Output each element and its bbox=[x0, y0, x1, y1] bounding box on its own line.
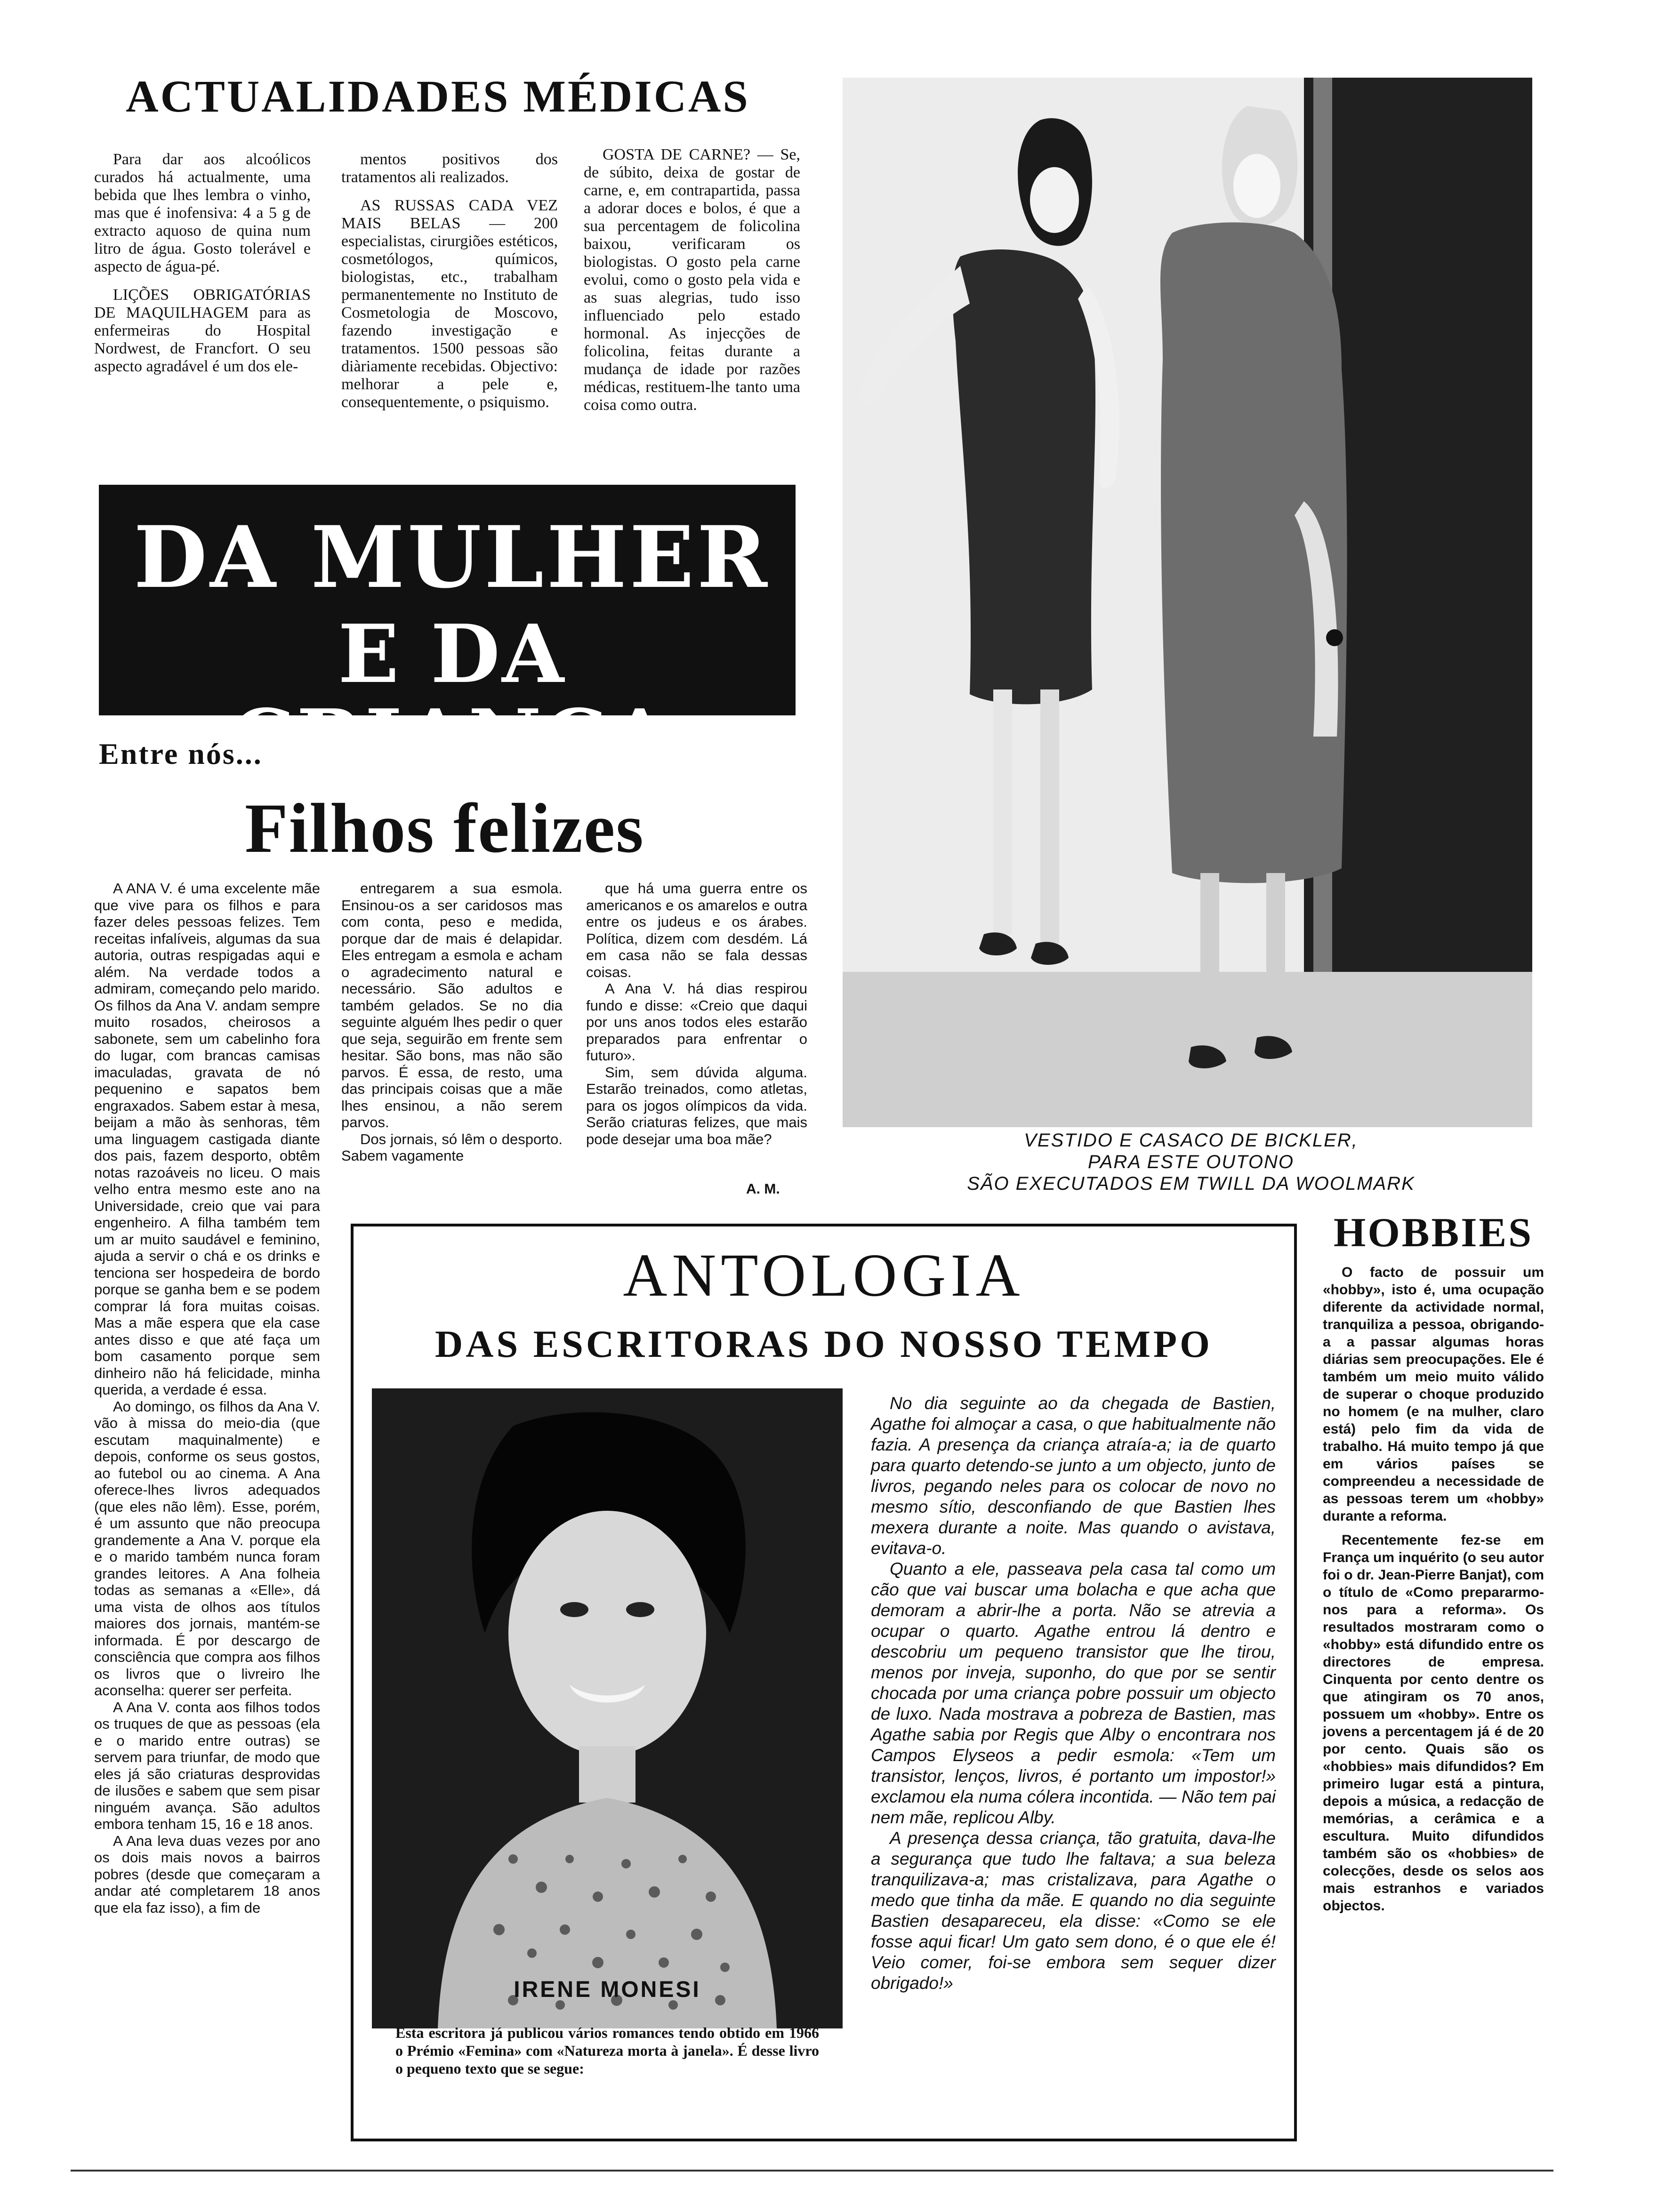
filhos-col-3 bbox=[586, 880, 807, 1147]
filhos-paragraph: que há uma guerra entre os americanos e os amarelos e outra entre os judeus e os árabes. Política, dizem com desdém. Lá em casa não se fala dessas coisas. bbox=[586, 880, 807, 980]
antologia-paragraph: No dia seguinte ao da chegada de Bastien, Agathe foi almoçar a casa, o que habitualmente não fazia. A presença da criança atraía-a; ia de quarto para quarto detendo-se junto a um objecto, junto de livros, pegando neles para os colocar de novo no mesmo sítio, desconfiando de que Bastien lhes mexera durante a noite. Mas quando o avistava, evitava-o. bbox=[871, 1394, 1276, 1558]
actualidades-col-2 bbox=[341, 151, 558, 411]
filhos-title: Filhos felizes bbox=[245, 789, 644, 867]
fashion-caption-line-3: SÃO EXECUTADOS EM TWILL DA WOOLMARK bbox=[967, 1173, 1415, 1194]
filhos-col-2 bbox=[341, 880, 563, 1164]
actualidades-col-1 bbox=[94, 151, 311, 376]
actualidades-carne-paragraph: GOSTA DE CARNE? — Se, de súbito, deixa de gostar de carne, e, em contrapartida, passa a adorar doces e bolos, é que a sua percentagem de folicolina baixou, verificaram os biologistas. O gosto pela carne evolui, como o gosto pela vida e as suas alegrias, tudo isso influenciado pelo estado hormonal. As injecções de folicolina, feitas durante a mudança de idade por razões médicas, restituem-lhe tanto uma coisa como outra. bbox=[584, 146, 800, 414]
antologia-paragraph: Quanto a ele, passeava pela casa tal como um cão que vai buscar uma bolacha e que acha que demoram a abrir-lhe a porta. Não se atrevia a ocupar o quarto. Agathe entrou lá dentro e descobriu um pequeno transistor que lhe tirou, menos por inveja, suponho, do que por se sentir chocada por uma criança pobre possuir um objecto de luxo. Nada mostrava a pobreza de Bastien, mas Agathe sabia por Regis que Alby o encontrara nos Campos Elyseos a pedir esmola: «Tem um transistor, lenços, livros, é portanto um impostor!» exclamou ela numa cólera incontida. — Não tem pai nem mãe, replicou Alby. bbox=[871, 1559, 1276, 1827]
filhos-paragraph: Sim, sem dúvida alguma. Estarão treinados, como atletas, para os jogos olímpicos da vida. Serão criaturas felizes, que mais pode desejar uma boa mãe? bbox=[586, 1064, 807, 1147]
fashion-photo-illustration bbox=[843, 78, 1532, 1127]
filhos-paragraph: Ao domingo, os filhos da Ana V. vão à missa do meio-dia (que escutam maquinalmente) e depois, conforme os seus gostos, ao futebol ou ao cinema. A Ana oferece-lhes livros adequados (que eles não lêm). Esse, porém, é um assunto que não preocupa grandemente a Ana V. porque ela e o marido também nunca foram grandes leitores. A Ana folheia todas as semanas a «Elle», dá uma vista de olhos aos títulos maiores dos jornais, mantém-se informada. É por descargo de consciência que compra aos filhos os livros que o livreiro lhe aconselha: querer ser perfeita. bbox=[94, 1398, 320, 1699]
fashion-photo bbox=[843, 78, 1532, 1127]
actualidades-alcool-paragraph: Para dar aos alcoólicos curados há actualmente, uma bebida que lhes lembra o vinho, mas que é inofensiva: 4 a 5 g de extracto aquoso de quina num litro de água. Gosto tolerável e aspecto de água-pé. bbox=[94, 151, 311, 275]
hobbies-paragraph: O facto de possuir um «hobby», isto é, uma ocupação diferente da actividade normal, tranquiliza a pessoa, obrigando-a a passar algumas horas diárias sem preocupações. Ele é também um meio muito válido de superar o choque produzido no homem (e na mulher, claro está) pelo fim da vida de trabalho. Há muito tempo já que em vários países se compreendeu a necessidade de as pessoas terem um «hobby» durante a reforma. bbox=[1323, 1265, 1544, 1524]
filhos-paragraph: Dos jornais, só lêm o desporto. Sabem vagamente bbox=[341, 1130, 563, 1164]
filhos-paragraph: entregarem a sua esmola. Ensinou-os a ser caridosos mas com conta, peso e medida, porque dar de mais é delapidar. Eles entregam a esmola e acham o agradecimento natural e necessário. São adultos e também gelados. Se no dia seguinte alguém lhes pedir o quer que seja, seguirão em frente sem hesitar. São bons, mas não são parvos. É essa, de resto, uma das principais coisas que a mãe lhes ensinou, a não serem parvos. bbox=[341, 880, 563, 1130]
filhos-signature: A. M. bbox=[746, 1181, 780, 1197]
fashion-caption-line-2: PARA ESTE OUTONO bbox=[1088, 1152, 1294, 1172]
author-portrait bbox=[372, 1388, 843, 2028]
filhos-col-1 bbox=[94, 880, 320, 1916]
antologia-paragraph: A presença dessa criança, tão gratuita, dava-lhe a segurança que tudo lhe faltava; a sua beleza tranquilizava-a; mas cristalizava, para Agathe o medo que tinha da mãe. E quando no dia seguinte Bastien desapareceu, ela disse: «Como se ele fosse aqui ficar! Um gato sem dono, é o que ele é! Veio comer, foi-se embora sem sequer dizer obrigado!» bbox=[871, 1828, 1276, 1993]
antologia-title: ANTOLOGIA bbox=[623, 1242, 1025, 1309]
actualidades-maquilhagem-paragraph: LIÇÕES OBRIGATÓRIAS DE MAQUILHAGEM para as enfermeiras do Hospital Nordwest, de Francfort. O seu aspecto agradável é um dos ele- bbox=[94, 286, 311, 375]
filhos-paragraph: A Ana V. conta aos filhos todos os truques de que as pessoas (ela e o marido entre outras) se servem para triunfar, de modo que eles já são criaturas desprovidas de ilusões e sabem que sem pisar ninguém avança. São adultos embora tenham 15, 16 e 18 anos. bbox=[94, 1699, 320, 1832]
hobbies-title: HOBBIES bbox=[1333, 1210, 1534, 1256]
antologia-subtitle: DAS ESCRITORAS DO NOSSO TEMPO bbox=[435, 1322, 1213, 1365]
filhos-kicker: Entre nós... bbox=[99, 737, 263, 770]
fashion-caption-line-1: VESTIDO E CASACO DE BICKLER, bbox=[1024, 1130, 1358, 1151]
author-name-caption: IRENE MONESI bbox=[514, 1977, 701, 2002]
antologia-text bbox=[871, 1393, 1276, 1994]
filhos-paragraph: A ANA V. é uma excelente mãe que vive para os filhos e para fazer deles pessoas felizes. Tem receitas infalíveis, algumas da sua autoria, outras respigadas aqui e além. Na verdade todos a admiram, começando pelo marido. Os filhos da Ana V. andam sempre muito rosados, cheirosos a sabonete, sem um cabelinho fora do lugar, com brancas camisas imaculadas, gravata de nó pequenino e sapatos bem engraxados. Sabem estar à mesa, beijam a mão às senhoras, têm uma linguagem castigada diante dos pais, fazem desporto, obtêm notas razoáveis no liceu. O mais velho entra mesmo este ano na Universidade, creio que vai para engenheiro. A filha também tem um ar muito saudável e feminino, ajuda a servir o chá e os drinks e tenciona ser hospedeira de bordo porque se ganha bem e se podem comprar lá fora muitas coisas. Mas a mãe espera que ela case antes disso e que até faça um bom casamento porque sem dinheiro não há felicidade, minha querida, a verdade é essa. bbox=[94, 880, 320, 1398]
actualidades-col-3 bbox=[584, 146, 800, 414]
actualidades-title: ACTUALIDADES MÉDICAS bbox=[126, 71, 750, 121]
actualidades-russas-paragraph: AS RUSSAS CADA VEZ MAIS BELAS — 200 especialistas, cirurgiões estéticos, cosmetólogos, químicos, biologistas, etc., trabalham permanentemente no Instituto de Cosmetologia de Moscovo, fazendo investigação e tratamentos. 1500 pessoas são diàriamente recebidas. Objectivo: melhorar a pele e, consequentemente, o psiquismo. bbox=[341, 197, 558, 411]
hobbies-text bbox=[1323, 1264, 1544, 1915]
fashion-caption bbox=[909, 1130, 1473, 1194]
filhos-paragraph: A Ana leva duas vezes por ano os dois mais novos a bairros pobres (desde que começaram a andar até completarem 18 anos que ela faz isso), a fim de bbox=[94, 1832, 320, 1916]
antologia-intro: Esta escritora já publicou vários romances tendo obtido em 1966 o Prémio «Femina» com «Natureza morta à janela». É desse livro o pequeno texto que se segue: bbox=[395, 2024, 819, 2077]
bottom-rule bbox=[71, 2170, 1553, 2172]
hobbies-paragraph: Recentemente fez-se em França um inquérito (o seu autor foi o dr. Jean-Pierre Banjat), com o título de «Como prepararmo-nos para a reforma». Os resultados mostraram como o «hobby» está difundido entre os directores de empresa. Cinquenta por cento dentre os que atingiram os 70 anos, possuem um «hobby». Entre os jovens a percentagem já é de 20 por cento. Quais são os «hobbies» mais difundidos? Em primeiro lugar está a pintura, depois a música, a redacção de memórias, a cerâmica e a escultura. Muito difundidos também são os «hobbies» de colecções, desde os selos aos mais estranhos e variados objectos. bbox=[1323, 1532, 1544, 1914]
banner-line-1: DA MULHER bbox=[133, 508, 771, 607]
actualidades-tratamentos-paragraph: mentos positivos dos tratamentos ali realizados. bbox=[341, 151, 558, 186]
author-portrait-illustration bbox=[372, 1388, 843, 2028]
banner-line-2: E DA CRIANÇA bbox=[231, 607, 673, 786]
filhos-paragraph: A Ana V. há dias respirou fundo e disse: «Creio que daqui por uns anos todos eles estarão preparados para enfrentar o futuro». bbox=[586, 980, 807, 1064]
